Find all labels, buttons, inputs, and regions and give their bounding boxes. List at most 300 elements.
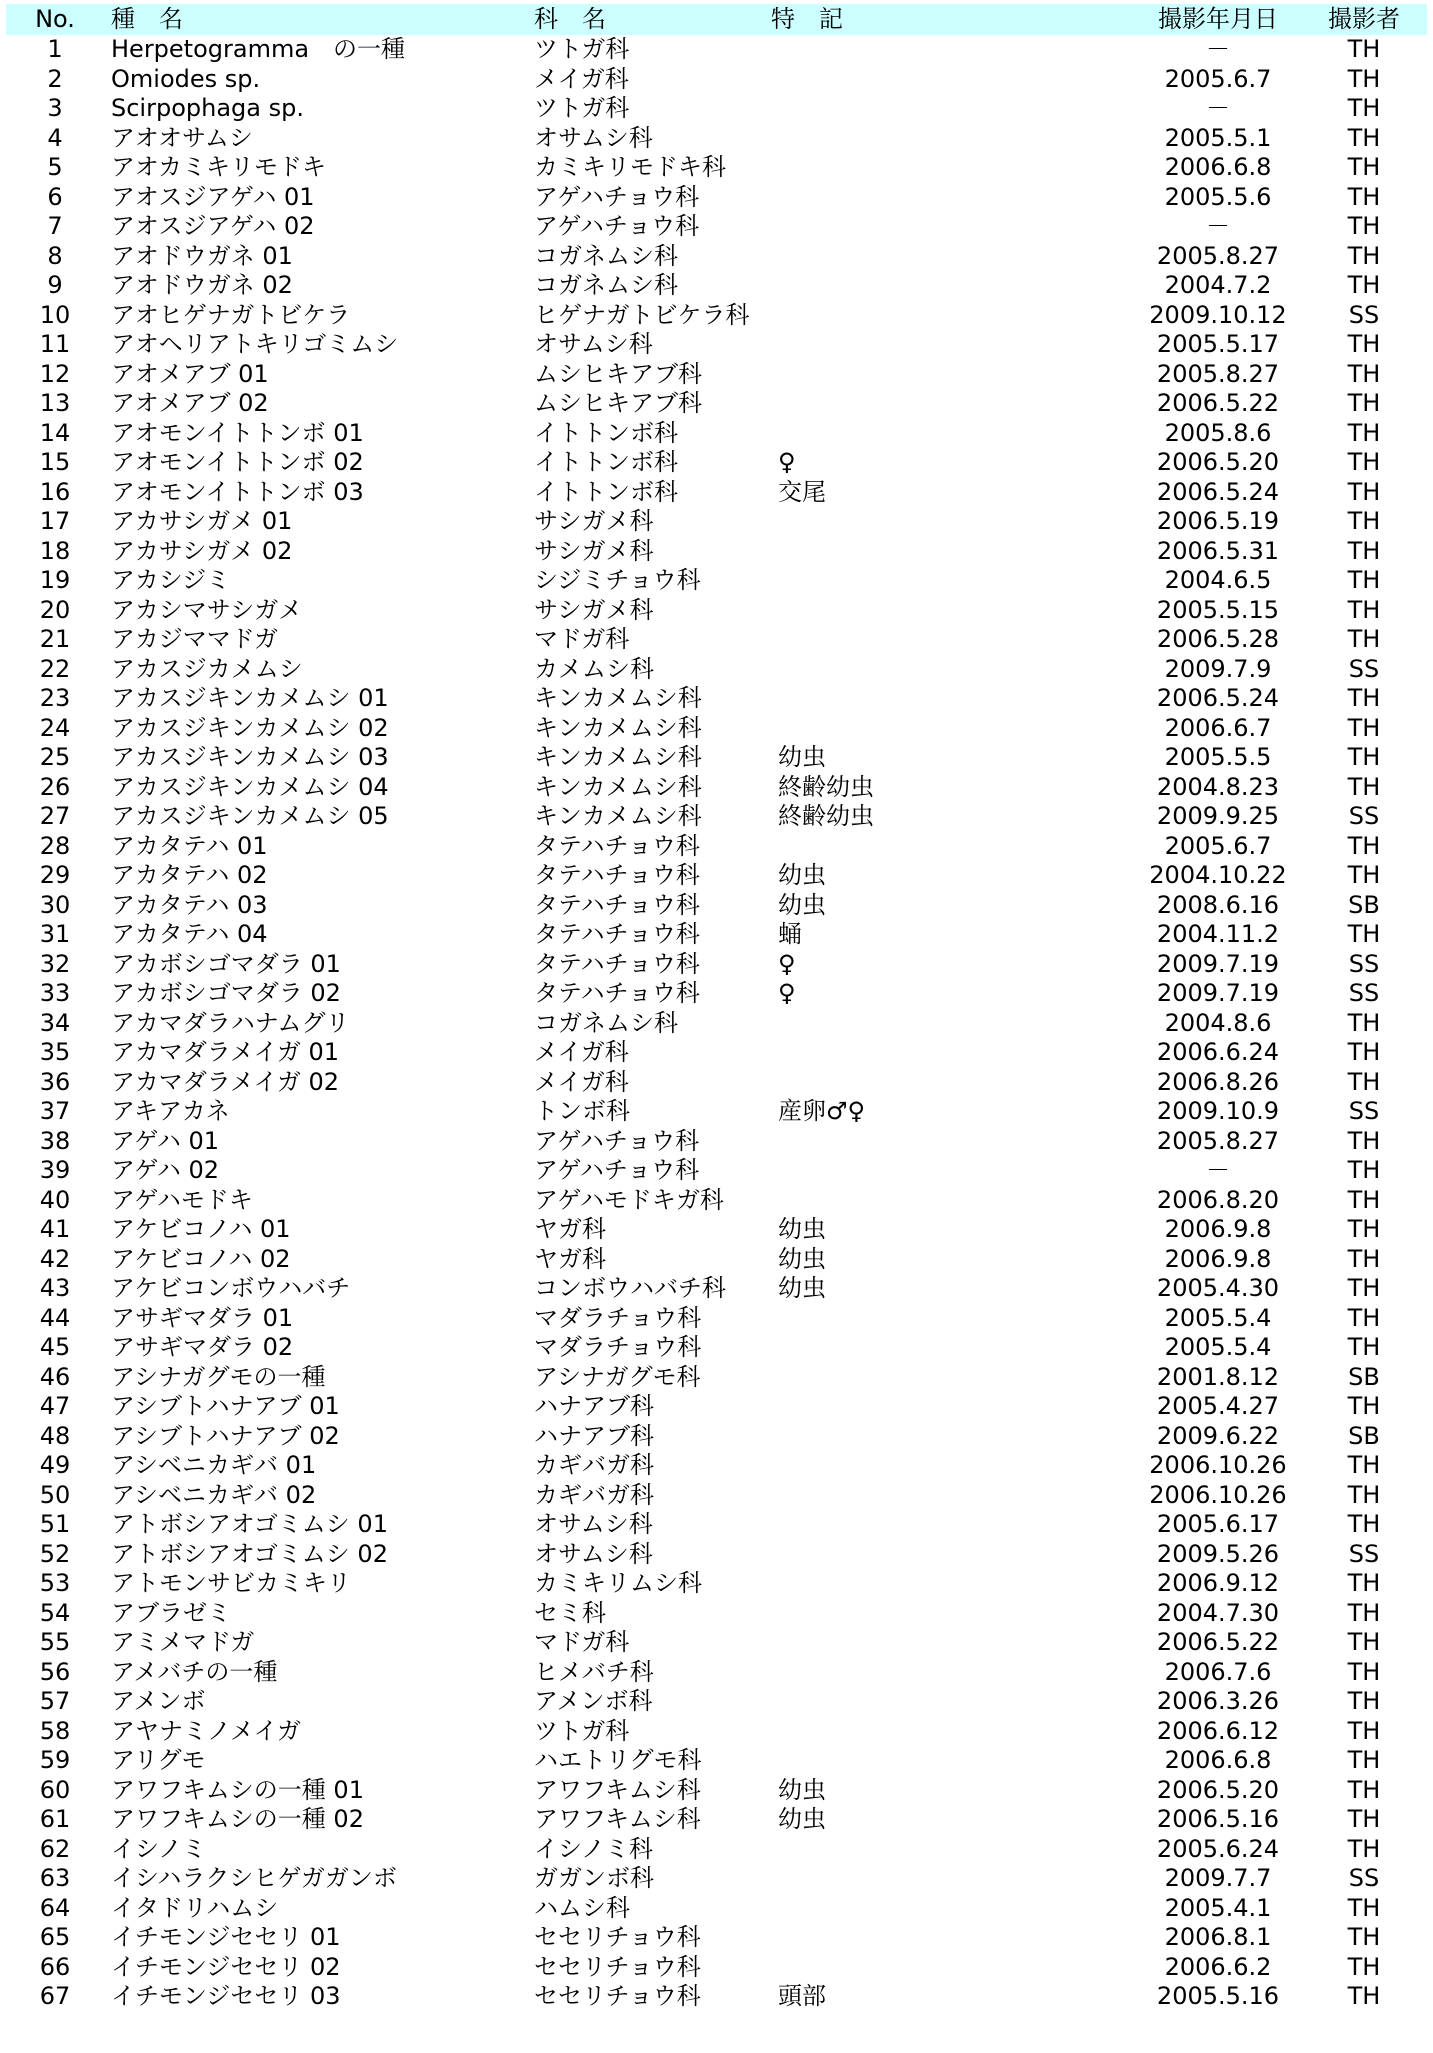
note [778, 1658, 1078, 1688]
header-date: 撮影年月日 [1158, 5, 1278, 33]
table-row [6, 183, 1427, 213]
row-number: 25 [39, 743, 71, 771]
species-name: アカマダラメイガ 02 [111, 1067, 340, 1096]
photo-date: 2004.8.23 [1156, 772, 1280, 801]
table-row [6, 1333, 1427, 1363]
species-name: アカボシゴマダラ 01 [111, 949, 341, 978]
table-row [6, 773, 1427, 803]
note [778, 1835, 1078, 1865]
photo-date: 2006.8.20 [1156, 1185, 1280, 1214]
photographer: SS [1348, 949, 1380, 978]
note [778, 124, 1078, 154]
photographer: SB [1348, 1362, 1380, 1391]
note [778, 1068, 1078, 1098]
photo-date: 2005.5.6 [1164, 182, 1272, 211]
table-row [6, 655, 1427, 685]
species-name: アリグモ [111, 1746, 206, 1774]
photographer: TH [1347, 861, 1381, 889]
family-name: マダラチョウ科 [534, 1303, 702, 1332]
photographer: TH [1347, 389, 1381, 417]
species-name: アシブトハナアブ 02 [111, 1421, 340, 1450]
note [778, 65, 1078, 95]
table-row [6, 1215, 1427, 1245]
note [778, 1009, 1078, 1039]
photographer: SB [1348, 1421, 1380, 1450]
family-name: コガネムシ科 [534, 1008, 678, 1037]
row-number: 23 [39, 684, 71, 712]
table-row [6, 625, 1427, 655]
family-name: アワフキムシ科 [534, 1805, 701, 1833]
photo-date: 2006.5.24 [1156, 684, 1280, 712]
species-name: アオカミキリモドキ [111, 153, 327, 181]
row-number: 61 [39, 1805, 71, 1833]
photographer: TH [1347, 241, 1381, 270]
row-number: 30 [39, 890, 71, 919]
photographer: TH [1347, 1569, 1381, 1597]
table-row [6, 360, 1427, 390]
photographer: TH [1347, 743, 1381, 771]
note [778, 1717, 1078, 1747]
photo-date: 2006.6.8 [1164, 1746, 1272, 1774]
species-name: アカサシガメ 01 [111, 507, 293, 535]
row-number: 65 [39, 1923, 71, 1951]
row-number: 16 [39, 477, 71, 506]
family-name: イトトンボ科 [534, 418, 678, 447]
family-name: ムシヒキアブ科 [534, 389, 702, 417]
row-number: 36 [39, 1067, 71, 1096]
family-name: メイガ科 [534, 64, 629, 93]
note [778, 1599, 1078, 1629]
photo-date: 2005.5.16 [1156, 1982, 1280, 2010]
note [778, 1363, 1078, 1393]
row-number: 38 [39, 1126, 71, 1155]
photographer: TH [1347, 1215, 1381, 1243]
species-name: アカタテハ 02 [111, 861, 268, 889]
species-name: アオスジアゲハ 01 [111, 182, 315, 211]
photo-date: － [1206, 1156, 1230, 1184]
family-name: ガガンボ科 [534, 1864, 654, 1892]
table-row [6, 537, 1427, 567]
photographer: TH [1347, 1156, 1381, 1184]
row-number: 49 [39, 1451, 71, 1479]
row-number: 5 [47, 153, 63, 181]
photo-date: 2006.10.26 [1149, 1451, 1287, 1479]
photographer: TH [1347, 920, 1381, 948]
photo-date: 2006.5.24 [1156, 477, 1280, 506]
row-number: 20 [39, 595, 71, 624]
row-number: 13 [39, 389, 71, 417]
row-number: 14 [39, 418, 71, 447]
note [778, 1038, 1078, 1068]
note [778, 360, 1078, 390]
family-name: サシガメ科 [534, 507, 654, 535]
row-number: 45 [39, 1333, 71, 1361]
row-number: 57 [39, 1687, 71, 1715]
photo-date: 2009.9.25 [1156, 802, 1280, 830]
note [778, 655, 1078, 685]
family-name: ハムシ科 [534, 1893, 630, 1922]
note [778, 507, 1078, 537]
photographer: TH [1347, 418, 1381, 447]
family-name: イシノミ科 [534, 1834, 654, 1863]
photographer: TH [1347, 1038, 1381, 1066]
table-row [6, 1982, 1427, 2012]
row-number: 12 [39, 359, 71, 388]
photographer: TH [1347, 271, 1381, 299]
photographer: TH [1347, 1598, 1381, 1627]
photographer: TH [1347, 1716, 1381, 1745]
note: 幼虫 [778, 890, 826, 919]
note [778, 714, 1078, 744]
table-header [6, 4, 1427, 35]
photo-date: 2006.5.22 [1156, 389, 1280, 417]
row-number: 51 [39, 1510, 71, 1538]
table-row [6, 1717, 1427, 1747]
photographer: TH [1347, 123, 1381, 152]
row-number: 8 [47, 241, 63, 270]
table-row [6, 1746, 1427, 1776]
species-name: アゲハモドキ [111, 1185, 253, 1214]
row-number: 21 [39, 625, 71, 653]
family-name: タテハチョウ科 [534, 861, 700, 889]
note [778, 566, 1078, 596]
note: 蛹 [778, 920, 802, 948]
row-number: 28 [39, 831, 71, 860]
table-row [6, 1687, 1427, 1717]
table-row [6, 1599, 1427, 1629]
photo-date: 2006.10.26 [1149, 1480, 1287, 1509]
photo-date: 2004.7.2 [1164, 271, 1272, 299]
photographer: TH [1347, 1746, 1381, 1774]
family-name: キンカメムシ科 [534, 802, 702, 830]
family-name: オサムシ科 [534, 330, 653, 358]
header-photographer: 撮影者 [1328, 5, 1400, 33]
note [778, 419, 1078, 449]
row-number: 47 [39, 1392, 71, 1420]
photo-date: 2004.6.5 [1164, 566, 1272, 594]
note: 幼虫 [778, 1244, 826, 1273]
table-row [6, 1392, 1427, 1422]
family-name: ツトガ科 [534, 1716, 630, 1745]
photo-date: 2006.8.1 [1164, 1923, 1272, 1951]
photo-date: 2005.5.15 [1156, 595, 1280, 624]
species-name: アミメマドガ [111, 1628, 255, 1656]
photographer: TH [1347, 1303, 1381, 1332]
family-name: アゲハモドキガ科 [534, 1185, 724, 1214]
table-row [6, 301, 1427, 331]
family-name: ハナアブ科 [534, 1421, 654, 1450]
family-name: セセリチョウ科 [534, 1923, 701, 1951]
species-name: アカジママドガ [111, 625, 279, 653]
table-row [6, 94, 1427, 124]
table-row [6, 1245, 1427, 1275]
photographer: TH [1347, 1333, 1381, 1361]
photo-date: 2005.8.27 [1156, 241, 1280, 270]
species-name: アオドウガネ 02 [111, 271, 293, 299]
species-name: アカボシゴマダラ 02 [111, 979, 341, 1007]
species-name: イタドリハムシ [111, 1893, 279, 1922]
row-number: 54 [39, 1598, 71, 1627]
species-name: アオモンイトトンボ 03 [111, 477, 364, 506]
table-row [6, 1894, 1427, 1924]
table-row [6, 1451, 1427, 1481]
family-name: ヒメバチ科 [534, 1657, 654, 1686]
family-name: アゲハチョウ科 [534, 1126, 700, 1155]
table-row [6, 478, 1427, 508]
note [778, 1186, 1078, 1216]
table-row [6, 950, 1427, 980]
row-number: 2 [47, 64, 63, 93]
header-number: No. [35, 5, 75, 33]
photo-date: 2004.7.30 [1156, 1598, 1280, 1627]
photo-date: － [1206, 35, 1230, 63]
row-number: 64 [39, 1893, 71, 1922]
photographer: TH [1347, 772, 1381, 801]
note [778, 389, 1078, 419]
species-name: アカスジキンカメムシ 05 [111, 802, 389, 830]
photographer: SS [1348, 300, 1380, 329]
note [778, 1953, 1078, 1983]
family-name: ヤガ科 [534, 1244, 606, 1273]
family-name: キンカメムシ科 [534, 743, 702, 771]
photographer: TH [1347, 1008, 1381, 1037]
photo-date: 2006.5.28 [1156, 625, 1280, 653]
row-number: 60 [39, 1775, 71, 1804]
species-name: アシベニカギバ 01 [111, 1451, 317, 1479]
note [778, 684, 1078, 714]
note [778, 1422, 1078, 1452]
note: 幼虫 [778, 1215, 826, 1243]
photographer: SB [1348, 890, 1380, 919]
table-row [6, 1274, 1427, 1304]
family-name: アシナガグモ科 [534, 1362, 701, 1391]
note [778, 35, 1078, 65]
photo-date: 2006.5.31 [1156, 536, 1280, 565]
family-name: アゲハチョウ科 [534, 1156, 700, 1184]
family-name: カギバガ科 [534, 1451, 654, 1479]
family-name: タテハチョウ科 [534, 831, 700, 860]
species-name: アオメアブ 01 [111, 359, 269, 388]
row-number: 53 [39, 1569, 71, 1597]
note: ♀ [778, 949, 796, 978]
table-row [6, 832, 1427, 862]
table-row [6, 1953, 1427, 1983]
table-row [6, 802, 1427, 832]
note [778, 1569, 1078, 1599]
header-family: 科 名 [534, 5, 606, 33]
photo-date: 2006.7.6 [1164, 1657, 1272, 1686]
species-name: アトボシアオゴミムシ 02 [111, 1539, 388, 1568]
row-number: 56 [39, 1657, 71, 1686]
row-number: 63 [39, 1864, 71, 1892]
species-name: アサギマダラ 02 [111, 1333, 294, 1361]
row-number: 40 [39, 1185, 71, 1214]
table-row [6, 714, 1427, 744]
row-number: 62 [39, 1834, 71, 1863]
note: 幼虫 [778, 1775, 826, 1804]
photo-date: 2009.7.19 [1156, 949, 1280, 978]
photo-date: 2005.5.4 [1164, 1303, 1272, 1332]
species-name: アカスジキンカメムシ 01 [111, 684, 389, 712]
table-row [6, 566, 1427, 596]
photo-date: 2006.3.26 [1156, 1687, 1280, 1715]
species-name: アカサシガメ 02 [111, 536, 293, 565]
photo-date: 2006.6.24 [1156, 1038, 1280, 1066]
family-name: タテハチョウ科 [534, 979, 700, 1007]
photo-date: 2006.5.22 [1156, 1628, 1280, 1656]
table-row [6, 242, 1427, 272]
table-row [6, 153, 1427, 183]
photo-date: 2009.7.9 [1164, 654, 1272, 683]
header-species: 種 名 [111, 5, 183, 33]
photo-date: 2006.6.7 [1164, 713, 1272, 742]
photographer: TH [1347, 330, 1381, 358]
photo-date: 2009.5.26 [1156, 1539, 1280, 1568]
photographer: TH [1347, 1687, 1381, 1715]
note: 幼虫 [778, 861, 826, 889]
note: 終齢幼虫 [778, 802, 874, 830]
row-number: 11 [39, 330, 71, 358]
photographer: TH [1347, 182, 1381, 211]
note [778, 1628, 1078, 1658]
photographer: TH [1347, 1126, 1381, 1155]
table-row [6, 979, 1427, 1009]
photo-date: 2006.9.12 [1156, 1569, 1280, 1597]
row-number: 67 [39, 1982, 71, 2010]
photo-date: 2005.5.17 [1156, 330, 1280, 358]
species-name: アカマダラメイガ 01 [111, 1038, 340, 1066]
table-row [6, 596, 1427, 626]
note [778, 1687, 1078, 1717]
table-row [6, 1097, 1427, 1127]
note: 頭部 [778, 1982, 826, 2010]
family-name: マドガ科 [534, 1628, 630, 1656]
photographer: TH [1347, 1244, 1381, 1273]
species-name: アトモンサビカミキリ [111, 1569, 351, 1597]
photo-date: 2006.9.8 [1164, 1215, 1272, 1243]
species-name: アシベニカギバ 02 [111, 1480, 317, 1509]
family-name: ハエトリグモ科 [534, 1746, 702, 1774]
photo-date: 2009.7.7 [1164, 1864, 1272, 1892]
row-number: 15 [39, 448, 71, 476]
photo-date: 2005.8.27 [1156, 359, 1280, 388]
family-name: オサムシ科 [534, 123, 653, 152]
species-name: イチモンジセセリ 01 [111, 1923, 341, 1951]
photographer: TH [1347, 1657, 1381, 1686]
row-number: 48 [39, 1421, 71, 1450]
species-name: アオモンイトトンボ 02 [111, 448, 364, 476]
photo-date: 2006.5.16 [1156, 1805, 1280, 1833]
photo-date: 2004.11.2 [1156, 920, 1280, 948]
table-row [6, 124, 1427, 154]
family-name: メイガ科 [534, 1067, 629, 1096]
species-name: アオドウガネ 01 [111, 241, 293, 270]
family-name: キンカメムシ科 [534, 772, 702, 801]
species-name: アカマダラハナムグリ [111, 1008, 350, 1037]
row-number: 10 [39, 300, 71, 329]
family-name: サシガメ科 [534, 536, 654, 565]
photographer: TH [1347, 1834, 1381, 1863]
family-name: キンカメムシ科 [534, 713, 702, 742]
row-number: 33 [39, 979, 71, 1007]
note [778, 1746, 1078, 1776]
family-name: カメムシ科 [534, 654, 654, 683]
photographer: TH [1347, 507, 1381, 535]
photographer: TH [1347, 1893, 1381, 1922]
photo-date: 2006.5.19 [1156, 507, 1280, 535]
species-name: アサギマダラ 01 [111, 1303, 294, 1332]
table-row [6, 1540, 1427, 1570]
family-name: タテハチョウ科 [534, 920, 700, 948]
table-row [6, 1864, 1427, 1894]
note [778, 1451, 1078, 1481]
species-name: アオスジアゲハ 02 [111, 212, 315, 240]
note [778, 1304, 1078, 1334]
photo-date: 2006.8.26 [1156, 1067, 1280, 1096]
family-name: タテハチョウ科 [534, 890, 700, 919]
photographer: SS [1348, 654, 1380, 683]
photographer: TH [1347, 94, 1381, 122]
row-number: 43 [39, 1274, 71, 1302]
photographer: TH [1347, 1628, 1381, 1656]
photo-date: 2006.6.8 [1164, 153, 1272, 181]
species-name: アオメアブ 02 [111, 389, 269, 417]
photographer: TH [1347, 1392, 1381, 1420]
family-name: シジミチョウ科 [534, 566, 701, 594]
note [778, 1481, 1078, 1511]
note [778, 1127, 1078, 1157]
table-row [6, 212, 1427, 242]
family-name: キンカメムシ科 [534, 684, 702, 712]
table-row [6, 507, 1427, 537]
species-name: イシハラクシヒゲガガンボ [111, 1864, 397, 1892]
row-number: 35 [39, 1038, 71, 1066]
note [778, 1894, 1078, 1924]
note [778, 1540, 1078, 1570]
photographer: TH [1347, 153, 1381, 181]
row-number: 6 [47, 182, 63, 211]
photo-date: 2009.7.19 [1156, 979, 1280, 1007]
table-row [6, 1805, 1427, 1835]
family-name: アゲハチョウ科 [534, 182, 700, 211]
photo-date: 2009.10.12 [1149, 300, 1287, 329]
photographer: TH [1347, 595, 1381, 624]
family-name: カミキリモドキ科 [534, 153, 726, 181]
table-row [6, 1658, 1427, 1688]
table-row [6, 1510, 1427, 1540]
note [778, 94, 1078, 124]
table-row [6, 743, 1427, 773]
row-number: 46 [39, 1362, 71, 1391]
species-name: アオオサムシ [111, 123, 253, 152]
species-name: アワフキムシの一種 02 [111, 1805, 364, 1833]
family-name: コガネムシ科 [534, 271, 678, 299]
photo-date: 2005.6.24 [1156, 1834, 1280, 1863]
table-row [6, 1068, 1427, 1098]
row-number: 7 [47, 212, 63, 240]
family-name: イトトンボ科 [534, 448, 678, 476]
species-name: アゲハ 01 [111, 1126, 220, 1155]
family-name: セセリチョウ科 [534, 1952, 701, 1981]
species-name: アヤナミノメイガ [111, 1716, 301, 1745]
photographer: TH [1347, 64, 1381, 93]
photographer: TH [1347, 477, 1381, 506]
row-number: 9 [47, 271, 63, 299]
row-number: 39 [39, 1156, 71, 1184]
photographer: TH [1347, 1510, 1381, 1538]
species-name: Herpetogramma の一種 [111, 35, 406, 63]
photographer: TH [1347, 1451, 1381, 1479]
